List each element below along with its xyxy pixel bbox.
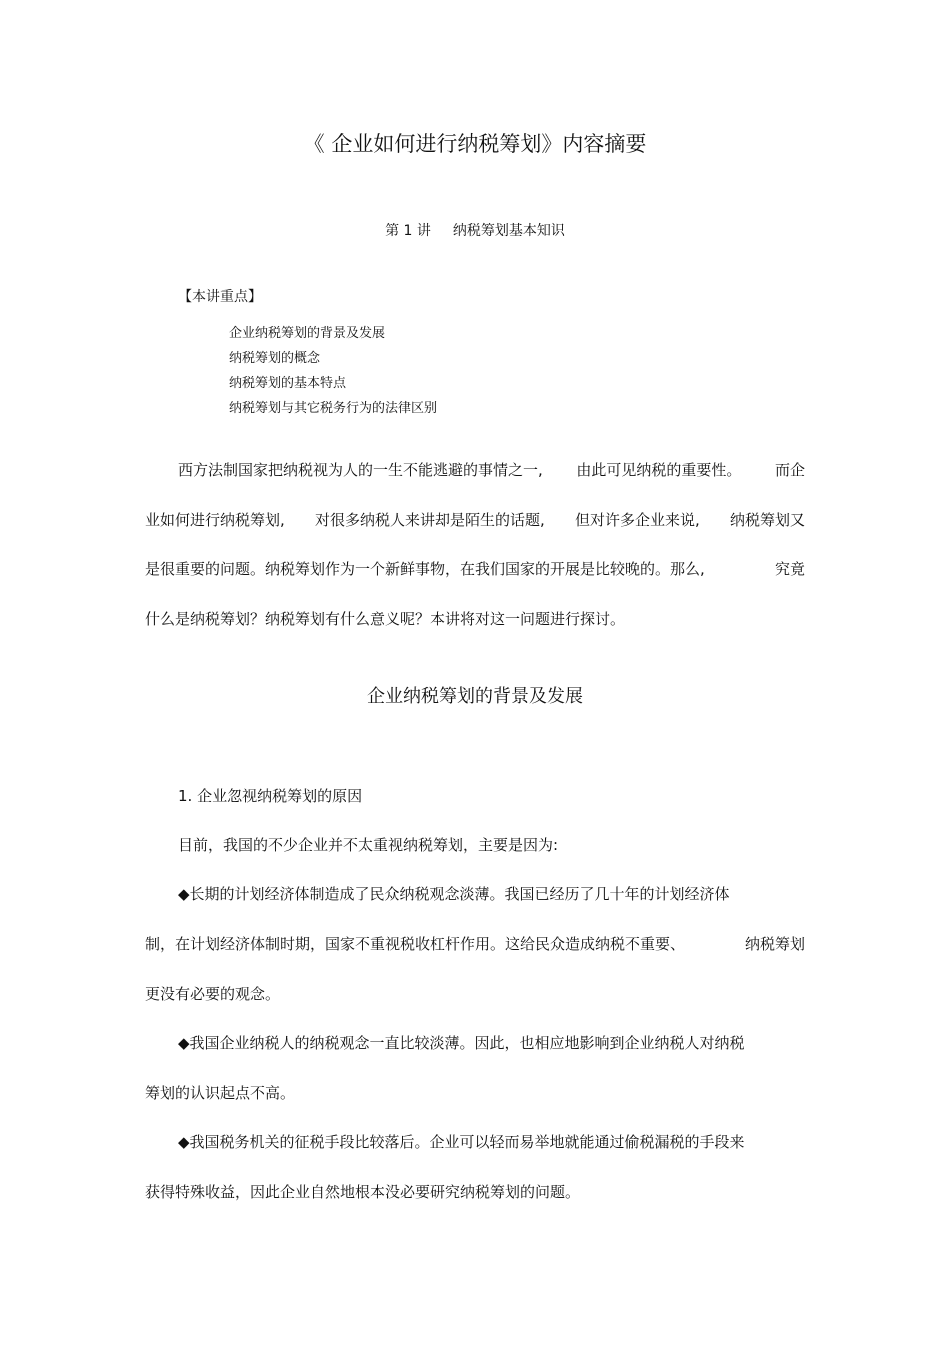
intro-line-3 bbox=[145, 558, 805, 579]
intro-text: 纳税筹划又 bbox=[729, 511, 805, 529]
key-point-item: 纳税筹划的基本特点 bbox=[229, 376, 347, 391]
key-points-heading: 【本讲重点】 bbox=[178, 289, 262, 305]
bullet-1-line-2 bbox=[145, 933, 805, 954]
bullet-3-line-2: 获得特殊收益，因此企业自然地根本没必要研究纳税筹划的问题。 bbox=[145, 1183, 581, 1201]
key-point-item: 企业纳税筹划的背景及发展 bbox=[229, 326, 386, 341]
intro-line-4: 什么是纳税筹划？纳税筹划有什么意义呢？本讲将对这一问题进行探讨。 bbox=[145, 610, 626, 628]
lecture-number: 第 1 讲 bbox=[385, 223, 431, 239]
bullet-1-line-3: 更没有必要的观念。 bbox=[145, 985, 281, 1003]
intro-text: 西方法制国家把纳税视为人的一生不能逃避的事情之一, bbox=[178, 461, 543, 479]
bullet-text: 制，在计划经济体制时期，国家不重视税收杠杆作用。这给民众造成纳税不重要、 bbox=[145, 935, 686, 953]
intro-text: 由此可见纳税的重要性。 bbox=[576, 461, 742, 479]
document-title: 《 企业如何进行纳税筹划》内容摘要 bbox=[303, 132, 647, 156]
intro-line-2 bbox=[145, 509, 805, 530]
key-point-item: 纳税筹划的概念 bbox=[229, 351, 321, 366]
subsection-title: 1. 企业忽视纳税筹划的原因 bbox=[178, 787, 363, 805]
intro-text: 而企 bbox=[774, 461, 805, 479]
bullet-1-line-1: ◆长期的计划经济体制造成了民众纳税观念淡薄。我国已经历了几十年的计划经济体 bbox=[178, 885, 730, 903]
lecture-topic: 纳税筹划基本知识 bbox=[452, 223, 565, 239]
bullet-2-line-1: ◆我国企业纳税人的纳税观念一直比较淡薄。因此，也相应地影响到企业纳税人对纳税 bbox=[178, 1034, 745, 1052]
intro-text: 业如何进行纳税筹划, bbox=[145, 511, 285, 529]
lecture-heading bbox=[0, 220, 950, 240]
intro-text: 是很重要的问题。纳税筹划作为一个新鲜事物，在我们国家的开展是比较晚的。那么, bbox=[145, 560, 705, 578]
intro-text: 但对许多企业来说, bbox=[574, 511, 700, 529]
bullet-text: 纳税筹划 bbox=[744, 935, 805, 953]
bullet-3-line-1: ◆我国税务机关的征税手段比较落后。企业可以轻而易举地就能通过偷税漏税的手段来 bbox=[178, 1133, 745, 1151]
intro-text: 对很多纳税人来讲却是陌生的话题, bbox=[314, 511, 545, 529]
section-title: 企业纳税筹划的背景及发展 bbox=[367, 686, 583, 707]
intro-text: 究竟 bbox=[774, 560, 805, 578]
bullet-2-line-2: 筹划的认识起点不高。 bbox=[145, 1084, 296, 1102]
key-point-item: 纳税筹划与其它税务行为的法律区别 bbox=[229, 401, 438, 416]
intro-line-1 bbox=[178, 459, 805, 480]
lead-paragraph: 目前，我国的不少企业并不太重视纳税筹划，主要是因为: bbox=[178, 836, 559, 854]
